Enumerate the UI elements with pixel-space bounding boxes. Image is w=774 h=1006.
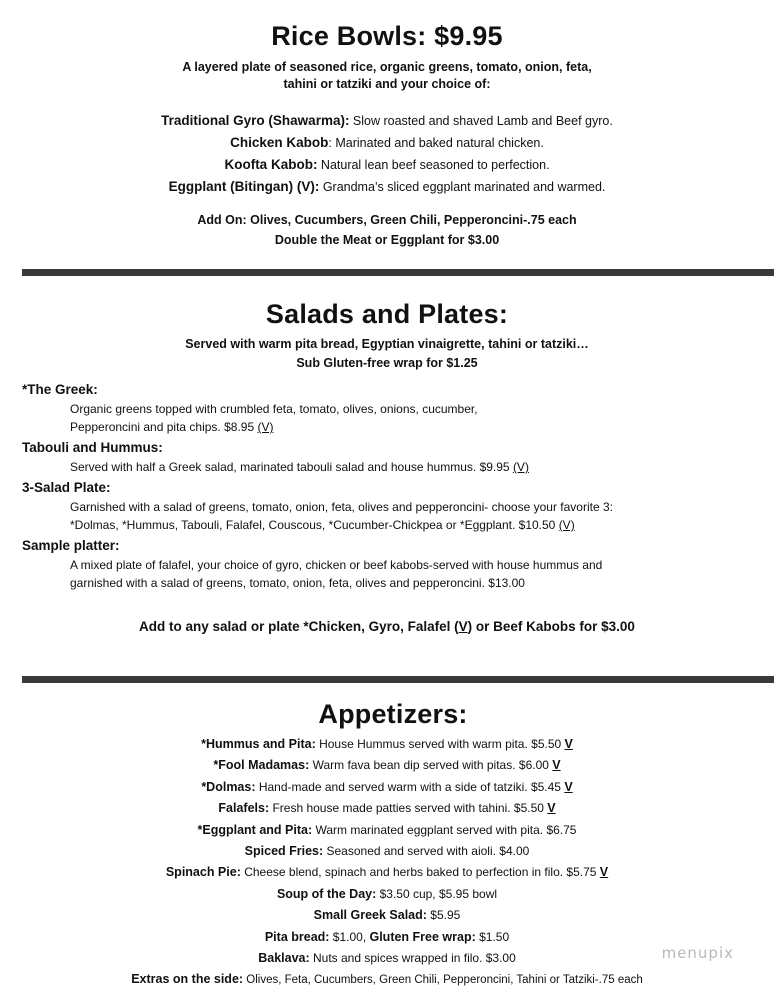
appetizer-desc: $1.00, [329, 929, 370, 944]
appetizer-name: Falafels: [218, 801, 270, 816]
vegetarian-mark: (V) [512, 460, 529, 474]
rice-intro-line2: tahini or tatziki and your choice of: [283, 77, 491, 91]
appetizer-item [0, 969, 774, 991]
appetizer-item [0, 948, 774, 969]
salads-addon-text: Add to any salad or plate *Chicken, Gyro, Falafel ( [139, 619, 459, 634]
appetizer-desc: Warm marinated eggplant served with pita. $6.75 [312, 822, 577, 837]
salad-desc [22, 458, 762, 476]
rice-item [0, 132, 774, 154]
appetizer-item [0, 755, 774, 776]
salad-desc: Garnished with a salad of greens, tomato, onion, feta, olives and pepperoncini- choose your favorite 3: [70, 500, 613, 514]
rice-intro-line1: A layered plate of seasoned rice, organic greens, tomato, onion, feta, [182, 60, 592, 74]
appetizer-desc: Nuts and spices wrapped in filo. $3.00 [309, 951, 516, 966]
salad-label-three: 3-Salad Plate: [22, 480, 111, 495]
rice-item-name: Eggplant (Bitingan) (V): [168, 179, 320, 194]
salads-intro-line2: Sub Gluten-free wrap for $1.25 [296, 356, 478, 370]
appetizer-item [0, 777, 774, 798]
vegetarian-mark: (V) [558, 518, 575, 532]
watermark-logo: menupix [661, 944, 734, 962]
appetizer-item [0, 905, 774, 926]
appetizer-desc: House Hummus served with warm pita. $5.50 [315, 737, 565, 751]
vegetarian-mark: V [547, 801, 556, 816]
appetizer-desc: Cheese blend, spinach and herbs baked to perfection in filo. $5.75 [240, 865, 600, 880]
appetizers-title: Appetizers: [318, 699, 468, 729]
appetizer-item [0, 798, 774, 819]
appetizer-desc: $5.95 [426, 908, 461, 923]
salad-label-sample: Sample platter: [22, 538, 120, 553]
salad-desc-text: Pepperoncini and pita chips. $8.95 [70, 420, 258, 434]
salads-addon-text: ) or Beef Kabobs for $3.00 [467, 619, 635, 634]
appetizer-desc: Warm fava bean dip served with pitas. $6.00 [309, 758, 553, 773]
rice-item-name: Koofta Kabob: [224, 157, 318, 172]
rice-addon-line2: Double the Meat or Eggplant for $3.00 [274, 233, 500, 247]
salad-desc-text: Served with half a Greek salad, marinated tabouli salad and house hummus. $9.95 [70, 460, 513, 474]
salad-label-greek: *The Greek: [22, 382, 98, 397]
appetizer-item [0, 884, 774, 905]
salad-desc: garnished with a salad of greens, tomato, onion, feta, olives and pepperoncini. $13.00 [70, 576, 525, 590]
appetizer-name: Small Greek Salad: [313, 908, 427, 923]
rice-bowls-title: Rice Bowls: $9.95 [271, 21, 503, 51]
appetizer-name: Spiced Fries: [244, 844, 324, 859]
salads-intro-line1: Served with warm pita bread, Egyptian vinaigrette, tahini or tatziki… [185, 337, 589, 351]
salad-desc: Organic greens topped with crumbled feta, tomato, olives, onions, cucumber, [70, 402, 478, 416]
vegetarian-mark: V [552, 758, 561, 773]
appetizer-name: *Fool Madamas: [213, 758, 310, 773]
appetizer-desc: Seasoned and served with aioli. $4.00 [323, 844, 530, 859]
appetizer-item [0, 841, 774, 862]
appetizer-name: *Dolmas: [201, 779, 256, 794]
salads-title: Salads and Plates: [265, 299, 509, 329]
appetizer-desc: $1.50 [475, 929, 510, 944]
rice-item [0, 154, 774, 176]
salad-desc [22, 418, 762, 436]
appetizer-item [0, 820, 774, 841]
appetizer-name: Baklava: [258, 951, 310, 966]
salads-list [22, 380, 762, 592]
appetizer-desc: Hand-made and served warm with a side of tatziki. $5.45 [255, 779, 565, 794]
salads-addon [0, 617, 774, 637]
appetizer-name: Spinach Pie: [165, 865, 241, 880]
appetizer-item [0, 927, 774, 948]
salad-desc-text: *Dolmas, *Hummus, Tabouli, Falafel, Couscous, *Cucumber-Chickpea or *Eggplant. $10.50 [70, 518, 559, 532]
rice-item [0, 176, 774, 198]
rice-addon-line1: Add On: Olives, Cucumbers, Green Chili, Pepperoncini-.75 each [197, 213, 577, 227]
rice-item-desc: : Marinated and baked natural chicken. [328, 136, 544, 150]
appetizer-name: *Hummus and Pita: [201, 737, 316, 751]
appetizers-list [0, 734, 774, 992]
appetizer-name: Pita bread: [264, 929, 330, 944]
appetizers-section [0, 698, 774, 992]
appetizer-desc: Fresh house made patties served with tahini. $5.50 [269, 801, 548, 816]
appetizer-item [0, 734, 774, 755]
appetizer-desc: Olives, Feta, Cucumbers, Green Chili, Pepperoncini, Tahini or Tatziki-.75 each [243, 974, 643, 987]
rice-item [0, 110, 774, 132]
rice-item-desc: Slow roasted and shaved Lamb and Beef gyro. [349, 114, 613, 128]
section-divider [22, 269, 774, 276]
appetizer-name: *Eggplant and Pita: [197, 822, 313, 837]
rice-item-name: Chicken Kabob [230, 135, 329, 150]
appetizer-item [0, 862, 774, 883]
rice-item-desc: Natural lean beef seasoned to perfection. [317, 158, 550, 172]
rice-item-desc: Grandma’s sliced eggplant marinated and warmed. [319, 180, 606, 194]
rice-items-list [0, 110, 774, 198]
vegetarian-mark: (V) [257, 420, 274, 434]
salads-section-header [0, 298, 774, 373]
appetizer-name: Gluten Free wrap: [369, 929, 476, 944]
appetizer-name: Extras on the side: [131, 972, 244, 987]
appetizer-desc: $3.50 cup, $5.95 bowl [376, 886, 498, 901]
section-divider [22, 676, 774, 683]
vegetarian-mark: V [564, 737, 573, 751]
salad-desc [22, 516, 762, 534]
salad-desc: A mixed plate of falafel, your choice of gyro, chicken or beef kabobs-served with house hummus and [70, 558, 603, 572]
vegetarian-mark: V [458, 619, 468, 634]
salad-label-tabouli: Tabouli and Hummus: [22, 440, 163, 455]
appetizer-name: Soup of the Day: [276, 886, 377, 901]
rice-bowls-section [0, 20, 774, 250]
vegetarian-mark: V [599, 865, 609, 880]
vegetarian-mark: V [564, 779, 573, 794]
rice-item-name: Traditional Gyro (Shawarma): [161, 113, 350, 128]
